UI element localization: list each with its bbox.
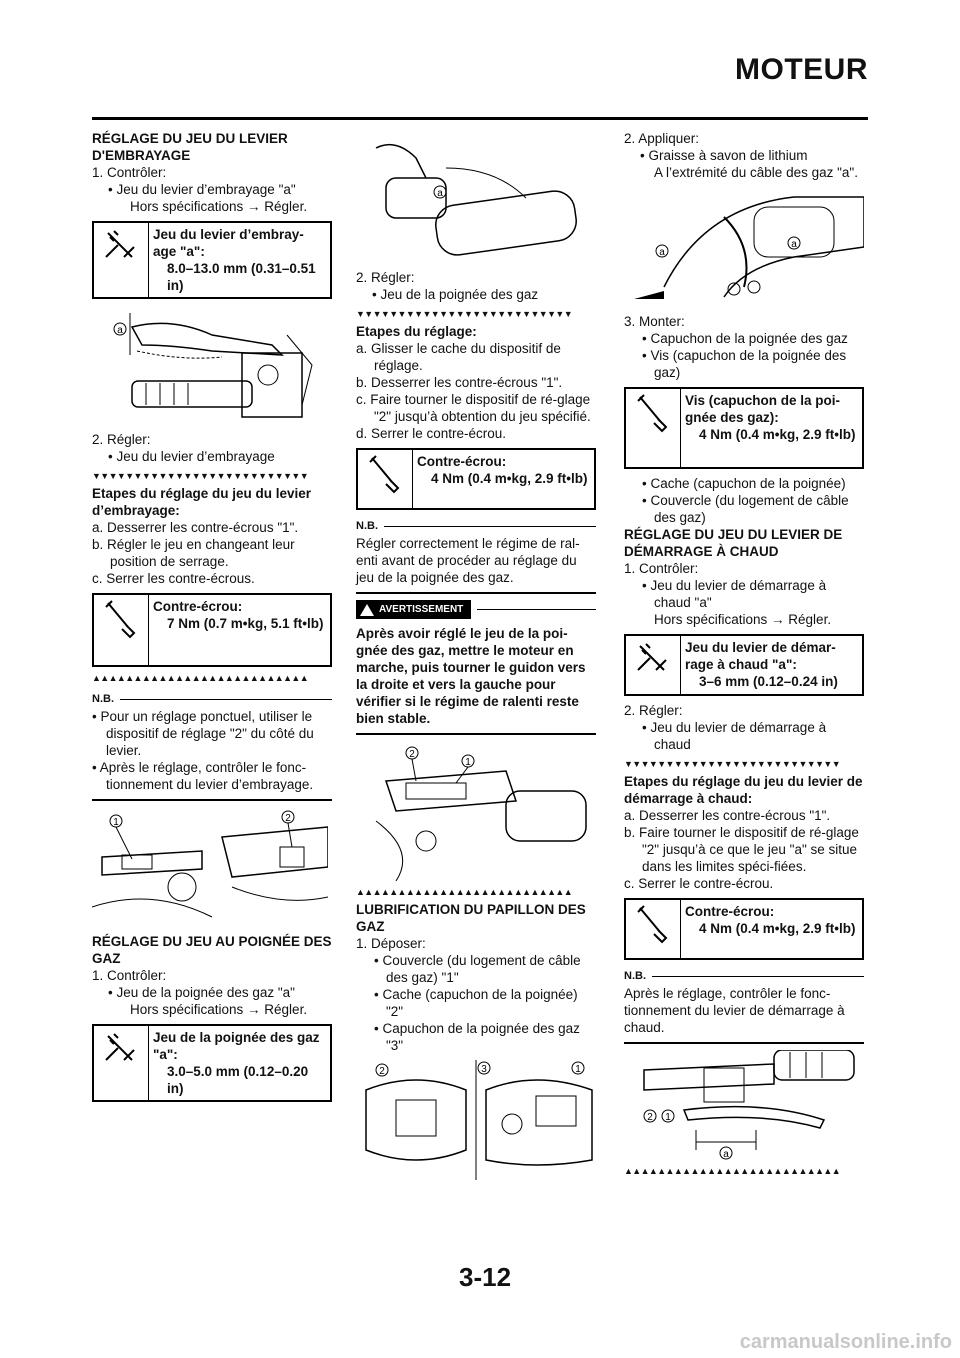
step-check: 1. Contrôler: bbox=[624, 561, 699, 576]
step-d: d. Serrer le contre-écrou. bbox=[356, 426, 507, 441]
fig-label: a bbox=[791, 239, 797, 250]
note-item: • Après le réglage, contrôler le fonc-tionnement du levier d’embrayage. bbox=[92, 760, 314, 792]
steps-heading: Etapes du réglage du jeu du levier de démarrage à chaud: bbox=[624, 774, 863, 806]
step-remove: 1. Déposer: bbox=[356, 936, 426, 951]
bullet: • Jeu du levier d’embrayage "a" bbox=[108, 182, 296, 197]
fig-label: 3 bbox=[481, 1064, 487, 1075]
note-label: N.B. bbox=[92, 693, 114, 705]
bullet: • Jeu du levier d’embrayage bbox=[108, 449, 275, 464]
heading-clutch: RÉGLAGE DU JEU DU LEVIER D'EMBRAYAGE bbox=[92, 131, 288, 163]
fig-label: 2 bbox=[379, 1066, 385, 1077]
spec-title: Jeu du levier d’embray-age "a": bbox=[153, 227, 304, 259]
bullet: • Jeu du levier de démarrage à chaud bbox=[642, 720, 827, 752]
spec-title: Contre-écrou: bbox=[417, 454, 507, 469]
note bbox=[92, 691, 332, 801]
spec-box bbox=[92, 221, 332, 299]
clutch-lever-figure bbox=[92, 305, 332, 425]
note bbox=[356, 518, 596, 594]
wrench-icon bbox=[626, 900, 681, 958]
fig-label: 2 bbox=[647, 1112, 653, 1123]
wrench-icon bbox=[626, 389, 681, 467]
steps-end-marker: ▲▲▲▲▲▲▲▲▲▲▲▲▲▲▲▲▲▲▲▲▲▲▲▲▲▲ bbox=[92, 673, 309, 683]
spec-box bbox=[356, 448, 596, 510]
steps-start-marker: ▼▼▼▼▼▼▼▼▼▼▼▼▼▼▼▼▼▼▼▼▼▼▼▼▼▼ bbox=[624, 759, 841, 769]
spec-value: 4 Nm (0.4 m•kg, 2.9 ft•lb) bbox=[431, 471, 588, 486]
step-c: c. Serrer le contre-écrou. bbox=[624, 876, 774, 891]
bullet: • Couvercle (du logement de câble des gaz) bbox=[642, 493, 849, 525]
step-apply: 2. Appliquer: bbox=[624, 131, 700, 146]
clutch-adjuster-figure bbox=[92, 807, 332, 927]
throttle-grip-figure bbox=[356, 138, 596, 263]
spec-value: 7 Nm (0.7 m•kg, 5.1 ft•lb) bbox=[167, 616, 324, 631]
column-1 bbox=[92, 130, 332, 1108]
fig-label: a bbox=[117, 325, 123, 336]
fig-label: 1 bbox=[575, 1064, 581, 1075]
step-a: a. Desserrer les contre-écrous "1". bbox=[624, 808, 831, 823]
step-c: c. Serrer les contre-écrous. bbox=[92, 571, 255, 586]
wrench-icon bbox=[358, 450, 413, 508]
steps-end-marker: ▲▲▲▲▲▲▲▲▲▲▲▲▲▲▲▲▲▲▲▲▲▲▲▲▲▲ bbox=[356, 887, 573, 897]
header-rule bbox=[92, 117, 868, 120]
step-a: a. Glisser le cache du dispositif de réglage. bbox=[356, 341, 561, 373]
heading-hot-start: RÉGLAGE DU JEU DU LEVIER DE DÉMARRAGE À CHAUD bbox=[624, 527, 843, 559]
step-adjust: 2. Régler: bbox=[92, 432, 151, 447]
throttle-adjuster-figure bbox=[356, 741, 596, 881]
bullet: • Jeu du levier de démarrage à chaud "a" bbox=[642, 578, 827, 610]
caliper-icon bbox=[626, 636, 681, 694]
note-rule bbox=[92, 799, 332, 801]
bullet-cont: A l’extrémité du câble des gaz "a". bbox=[654, 165, 858, 180]
warning-icon bbox=[360, 604, 374, 616]
bullet: • Jeu de la poignée des gaz bbox=[372, 287, 539, 302]
wrench-icon bbox=[94, 595, 149, 665]
note-text: Régler correctement le régime de ral-enti avant de procéder au réglage du jeu de la poignée des gaz. bbox=[356, 536, 580, 585]
fig-label: 2 bbox=[409, 749, 415, 760]
step-check: 1. Contrôler: bbox=[92, 968, 167, 983]
spec-box bbox=[92, 593, 332, 667]
fig-label: 1 bbox=[113, 817, 119, 828]
cable-grease-figure bbox=[624, 187, 864, 307]
bullet: • Jeu de la poignée des gaz "a" bbox=[108, 985, 295, 1000]
spec-title: Jeu du levier de démar-rage à chaud "a": bbox=[685, 640, 836, 672]
step-adjust: 2. Régler: bbox=[624, 703, 683, 718]
spec-title: Contre-écrou: bbox=[153, 599, 243, 614]
warning-label: AVERTISSEMENT bbox=[379, 604, 464, 615]
steps-start-marker: ▼▼▼▼▼▼▼▼▼▼▼▼▼▼▼▼▼▼▼▼▼▼▼▼▼▼ bbox=[356, 309, 573, 319]
bullet-cont: Hors spécifications → Régler. bbox=[130, 199, 308, 214]
fig-label: 2 bbox=[285, 813, 291, 824]
warning-badge bbox=[356, 600, 471, 619]
bullet: • Vis (capuchon de la poignée des gaz) bbox=[642, 348, 847, 380]
bullet: • Cache (capuchon de la poignée) "2" bbox=[374, 987, 578, 1019]
steps-heading: Etapes du réglage du jeu du levier d’embrayage: bbox=[92, 486, 312, 518]
column-3 bbox=[624, 130, 864, 1180]
spec-value: 3.0–5.0 mm (0.12–0.20 in) bbox=[167, 1064, 309, 1096]
warning-text: Après avoir réglé le jeu de la poi-gnée des gaz, mettre le moteur en marche, puis tourner le guidon vers la droite et vers la gauche pour vérifier si le régime de ralenti reste bien stable. bbox=[356, 626, 586, 726]
step-b: b. Faire tourner le dispositif de ré-glage "2" jusqu’à ce que le jeu "a" se situe dans les limites spéci-fiées. bbox=[624, 825, 859, 874]
step-c: c. Faire tourner le dispositif de ré-glage "2" jusqu’à obtention du jeu spécifié. bbox=[356, 392, 591, 424]
watermark: carmanualsonline.info bbox=[739, 1331, 952, 1353]
spec-box bbox=[624, 634, 864, 696]
note bbox=[624, 968, 864, 1044]
section-title: MOTEUR bbox=[735, 53, 868, 86]
page-number: 3-12 bbox=[459, 1262, 512, 1292]
spec-value: 4 Nm (0.4 m•kg, 2.9 ft•lb) bbox=[699, 921, 856, 936]
throttle-housing-figure bbox=[356, 1060, 596, 1180]
spec-box bbox=[92, 1024, 332, 1102]
note-label: N.B. bbox=[624, 970, 646, 982]
bullet-cont: Hors spécifications → Régler. bbox=[130, 1002, 308, 1017]
fig-label: 1 bbox=[465, 757, 471, 768]
note-text: Après le réglage, contrôler le fonc-tionnement du levier de démarrage à chaud. bbox=[624, 986, 845, 1035]
steps-heading: Etapes du réglage: bbox=[356, 324, 477, 339]
spec-value: 8.0–13.0 mm (0.31–0.51 in) bbox=[167, 261, 316, 293]
hot-start-lever-figure bbox=[624, 1050, 864, 1160]
caliper-icon bbox=[94, 1026, 149, 1100]
bullet: • Capuchon de la poignée des gaz "3" bbox=[374, 1021, 580, 1053]
bullet: • Capuchon de la poignée des gaz bbox=[642, 331, 848, 346]
spec-title: Jeu de la poignée des gaz "a": bbox=[153, 1030, 320, 1062]
spec-value: 4 Nm (0.4 m•kg, 2.9 ft•lb) bbox=[699, 427, 856, 442]
spec-title: Vis (capuchon de la poi-gnée des gaz): bbox=[685, 393, 841, 425]
bullet: • Cache (capuchon de la poignée) bbox=[642, 476, 846, 491]
fig-label: a bbox=[659, 247, 665, 258]
spec-title: Contre-écrou: bbox=[685, 904, 775, 919]
bullet-cont: Hors spécifications → Régler. bbox=[654, 612, 832, 627]
note-rule bbox=[624, 1042, 864, 1044]
note-rule bbox=[356, 592, 596, 594]
note-item: • Pour un réglage ponctuel, utiliser le dispositif de réglage "2" du côté du levier. bbox=[92, 709, 314, 758]
heading-lubrication: LUBRIFICATION DU PAPILLON DES GAZ bbox=[356, 902, 586, 934]
heading-throttle: RÉGLAGE DU JEU AU POIGNÉE DES GAZ bbox=[92, 934, 332, 966]
spec-value: 3–6 mm (0.12–0.24 in) bbox=[699, 674, 838, 689]
step-check: 1. Contrôler: bbox=[92, 165, 167, 180]
steps-start-marker: ▼▼▼▼▼▼▼▼▼▼▼▼▼▼▼▼▼▼▼▼▼▼▼▼▼▼ bbox=[92, 471, 309, 481]
bullet: • Couvercle (du logement de câble des gaz) "1" bbox=[374, 953, 581, 985]
bullet: • Graisse à savon de lithium bbox=[640, 148, 808, 163]
step-install: 3. Monter: bbox=[624, 314, 685, 329]
caliper-icon bbox=[94, 223, 149, 297]
spec-box bbox=[624, 898, 864, 960]
fig-label: a bbox=[723, 1149, 729, 1160]
steps-end-marker: ▲▲▲▲▲▲▲▲▲▲▲▲▲▲▲▲▲▲▲▲▲▲▲▲▲▲ bbox=[624, 1166, 841, 1176]
step-adjust: 2. Régler: bbox=[356, 270, 415, 285]
fig-label: a bbox=[437, 188, 443, 199]
step-b: b. Régler le jeu en changeant leur position de serrage. bbox=[92, 537, 295, 569]
column-2 bbox=[356, 130, 596, 1186]
warning-rule bbox=[356, 733, 596, 735]
step-a: a. Desserrer les contre-écrous "1". bbox=[92, 520, 299, 535]
fig-label: 1 bbox=[665, 1112, 671, 1123]
note-label: N.B. bbox=[356, 520, 378, 532]
spec-box bbox=[624, 387, 864, 469]
warning bbox=[356, 600, 596, 735]
step-b: b. Desserrer les contre-écrous "1". bbox=[356, 375, 563, 390]
